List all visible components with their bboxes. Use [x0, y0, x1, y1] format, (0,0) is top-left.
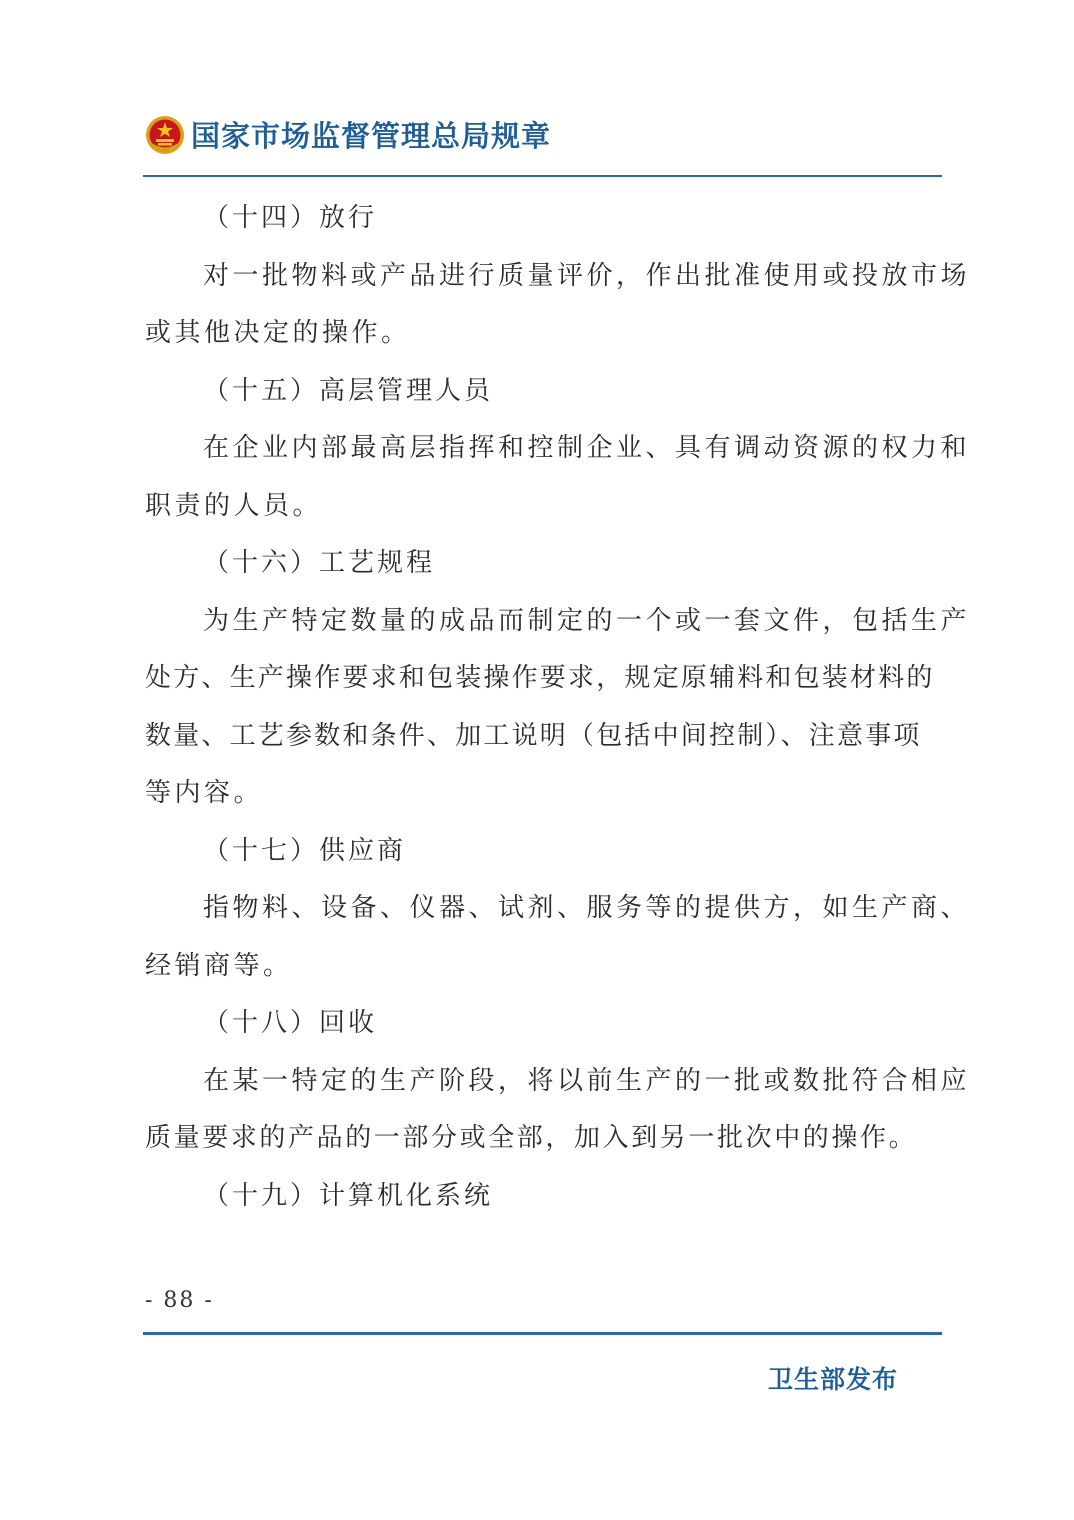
section-heading: （十七）供应商: [203, 835, 407, 866]
paragraph-line: 对一批物料或产品进行质量评价，作出批准使用或投放市场: [203, 260, 971, 291]
section-heading: （十六）工艺规程: [203, 548, 436, 578]
section-heading: （十四）放行: [203, 203, 378, 233]
paragraph-line: 经销商等。: [145, 950, 293, 981]
paragraph-line: 在企业内部最高层指挥和控制企业、具有调动资源的权力和: [203, 433, 971, 463]
paragraph-line: 指物料、设备、仪器、试剂、服务等的提供方，如生产商、: [203, 893, 971, 923]
document-body: [145, 190, 971, 1225]
header-title: 国家市场监督管理总局规章: [191, 119, 552, 153]
publisher-label: 卫生部发布: [767, 1365, 898, 1394]
header-divider: [143, 175, 942, 177]
page-header: [145, 114, 551, 155]
paragraph-line: 等内容。: [145, 778, 264, 808]
paragraph-line: 在某一特定的生产阶段，将以前生产的一批或数批符合相应: [203, 1065, 971, 1096]
paragraph-line: 或其他决定的操作。: [145, 318, 411, 348]
page-number: - 88 -: [145, 1288, 214, 1313]
footer-divider: [143, 1332, 942, 1335]
national-emblem-icon: [145, 115, 185, 155]
paragraph-line: 职责的人员。: [145, 490, 323, 521]
paragraph-line: 处方、生产操作要求和包装操作要求，规定原辅料和包装材料的: [145, 663, 935, 693]
paragraph-line: 数量、工艺参数和条件、加工说明（包括中间控制）、注意事项: [145, 720, 922, 751]
paragraph-line: 为生产特定数量的成品而制定的一个或一套文件，包括生产: [203, 605, 971, 636]
section-heading: （十八）回收: [203, 1008, 378, 1038]
section-heading: （十九）计算机化系统: [203, 1180, 494, 1211]
paragraph-line: 质量要求的产品的一部分或全部，加入到另一批次中的操作。: [145, 1123, 918, 1153]
section-heading: （十五）高层管理人员: [203, 375, 494, 406]
